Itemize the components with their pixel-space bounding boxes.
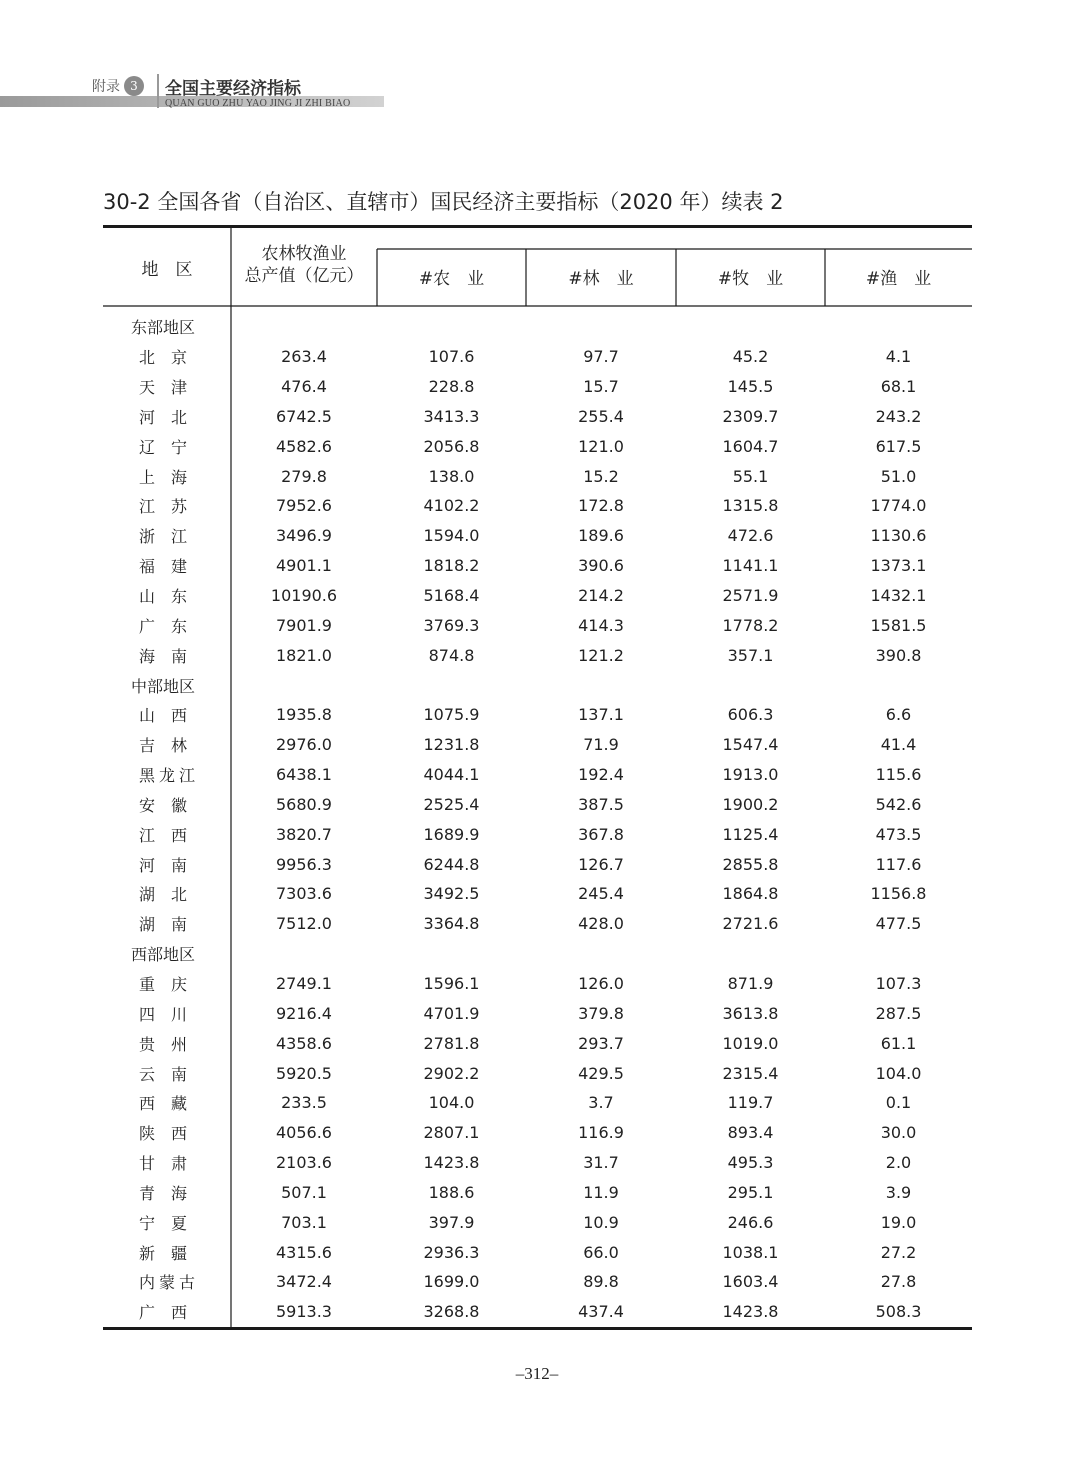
total-value: 3496.9 — [276, 526, 332, 546]
fishery-value: 117.6 — [875, 854, 922, 874]
region-name: 内蒙古 — [138, 1273, 199, 1293]
forestry-value: 390.6 — [578, 556, 624, 576]
col-header-region-text: 地 区 — [141, 260, 193, 280]
forestry-value: 89.8 — [583, 1272, 619, 1292]
total-value: 4358.6 — [276, 1033, 332, 1053]
region-name: 浙江 — [138, 527, 203, 547]
agriculture-value: 1689.9 — [423, 824, 480, 844]
fishery-value: 1774.0 — [870, 496, 927, 516]
region-name: 河南 — [138, 855, 203, 875]
col-header-total-line2: 总产值（亿元） — [244, 266, 364, 286]
region-name: 江西 — [138, 825, 203, 845]
table-row — [103, 551, 972, 581]
livestock-value: 119.7 — [727, 1093, 774, 1113]
livestock-value: 1423.8 — [722, 1302, 779, 1322]
forestry-value: 379.8 — [578, 1003, 624, 1023]
livestock-value: 1604.7 — [722, 436, 779, 456]
table-row — [103, 640, 972, 670]
agriculture-value: 1594.0 — [423, 526, 480, 546]
appendix-text: 附录 — [92, 79, 120, 95]
region-name: 海南 — [138, 646, 203, 666]
region-name: 湖南 — [138, 915, 203, 935]
fishery-value: 473.5 — [875, 824, 922, 844]
col-header-livestock: #牧 业 — [717, 268, 784, 289]
livestock-value: 472.6 — [727, 526, 774, 546]
agriculture-value: 3364.8 — [423, 914, 480, 934]
header-separator — [157, 74, 159, 108]
group-label: 中部地区 — [131, 676, 196, 696]
fishery-value: 27.8 — [880, 1272, 917, 1292]
col-header-total — [231, 225, 377, 305]
forestry-value: 387.5 — [578, 794, 624, 814]
table-row — [103, 1118, 972, 1148]
forestry-value: 414.3 — [578, 615, 624, 635]
total-value: 6742.5 — [276, 406, 332, 426]
total-value: 1935.8 — [276, 705, 332, 725]
fishery-value: 115.6 — [875, 765, 922, 785]
livestock-value: 2315.4 — [722, 1063, 779, 1083]
region-name: 吉林 — [138, 736, 203, 756]
fishery-value: 30.0 — [880, 1123, 917, 1143]
forestry-value: 71.9 — [583, 735, 619, 755]
table-row — [103, 1207, 972, 1237]
agriculture-value: 4102.2 — [423, 496, 480, 516]
region-name: 黑龙江 — [138, 766, 199, 786]
table-row — [103, 998, 972, 1028]
region-name: 山西 — [138, 706, 203, 726]
fishery-value: 19.0 — [880, 1212, 917, 1232]
fishery-value: 1373.1 — [870, 556, 927, 576]
table-row — [103, 342, 972, 372]
forestry-value: 15.7 — [583, 377, 619, 397]
agriculture-value: 3769.3 — [423, 615, 480, 635]
table-row — [103, 730, 972, 760]
forestry-value: 137.1 — [578, 705, 624, 725]
livestock-value: 1547.4 — [722, 735, 779, 755]
agriculture-value: 397.9 — [428, 1212, 475, 1232]
group-label: 东部地区 — [131, 318, 196, 338]
agriculture-value: 2902.2 — [423, 1063, 480, 1083]
forestry-value: 66.0 — [583, 1242, 619, 1262]
table-row — [103, 790, 972, 820]
agriculture-value: 2936.3 — [423, 1242, 480, 1262]
fishery-value: 3.9 — [885, 1182, 912, 1202]
total-value: 6438.1 — [276, 765, 332, 785]
region-name: 陕西 — [138, 1124, 203, 1144]
group-label: 西部地区 — [131, 945, 196, 965]
fishery-value: 41.4 — [880, 735, 917, 755]
forestry-value: 214.2 — [578, 586, 624, 606]
total-value: 5913.3 — [276, 1302, 332, 1322]
livestock-value: 55.1 — [732, 466, 769, 486]
fishery-value: 0.1 — [885, 1093, 912, 1113]
livestock-value: 2721.6 — [722, 914, 779, 934]
region-name: 福建 — [138, 557, 203, 577]
region-name: 江苏 — [138, 497, 203, 517]
agriculture-value: 104.0 — [428, 1093, 475, 1113]
total-value: 1821.0 — [276, 645, 332, 665]
data-table-wrapper — [103, 225, 972, 1327]
table-row — [103, 1058, 972, 1088]
region-name: 广西 — [138, 1303, 203, 1323]
fishery-value: 51.0 — [880, 466, 917, 486]
agriculture-value: 6244.8 — [423, 854, 480, 874]
forestry-value: 126.0 — [578, 973, 624, 993]
forestry-value: 192.4 — [578, 765, 624, 785]
running-title: 全国主要经济指标 — [165, 79, 301, 99]
agriculture-value: 228.8 — [428, 377, 475, 397]
agriculture-value: 1699.0 — [423, 1272, 480, 1292]
agriculture-value: 1075.9 — [423, 705, 480, 725]
fishery-value: 1432.1 — [870, 586, 927, 606]
forestry-value: 11.9 — [583, 1182, 619, 1202]
appendix-number: 3 — [124, 76, 144, 96]
table-row — [103, 1088, 972, 1118]
fishery-value: 4.1 — [885, 347, 912, 367]
region-name: 湖北 — [138, 885, 203, 905]
total-value: 263.4 — [281, 347, 327, 367]
table-row — [103, 909, 972, 939]
table-row — [103, 461, 972, 491]
livestock-value: 1778.2 — [722, 615, 779, 635]
table-row — [103, 819, 972, 849]
region-name: 天津 — [138, 378, 203, 398]
group-row — [103, 939, 972, 969]
livestock-value: 893.4 — [727, 1123, 774, 1143]
region-name: 辽宁 — [138, 437, 203, 457]
total-value: 7303.6 — [276, 884, 332, 904]
region-name: 甘肃 — [138, 1154, 203, 1174]
forestry-value: 116.9 — [578, 1123, 624, 1143]
agriculture-value: 1423.8 — [423, 1153, 480, 1173]
region-name: 西藏 — [138, 1094, 203, 1114]
fishery-value: 508.3 — [875, 1302, 922, 1322]
region-name: 四川 — [138, 1004, 203, 1024]
agriculture-value: 138.0 — [428, 466, 475, 486]
col-header-region — [103, 225, 231, 305]
appendix-label — [88, 74, 148, 98]
forestry-value: 245.4 — [578, 884, 624, 904]
livestock-value: 1125.4 — [722, 824, 779, 844]
livestock-value: 2309.7 — [722, 406, 779, 426]
region-name: 贵州 — [138, 1034, 203, 1054]
table-row — [103, 372, 972, 402]
fishery-value: 6.6 — [885, 705, 912, 725]
total-value: 4056.6 — [276, 1123, 332, 1143]
region-name: 广东 — [138, 616, 203, 636]
total-value: 7512.0 — [276, 914, 332, 934]
livestock-value: 1315.8 — [722, 496, 779, 516]
forestry-value: 172.8 — [578, 496, 624, 516]
table-row — [103, 491, 972, 521]
fishery-value: 477.5 — [875, 914, 922, 934]
agriculture-value: 2781.8 — [423, 1033, 480, 1053]
region-name: 山东 — [138, 587, 203, 607]
table-row — [103, 700, 972, 730]
livestock-value: 1864.8 — [722, 884, 779, 904]
table-row — [103, 879, 972, 909]
table-row — [103, 431, 972, 461]
total-value: 507.1 — [281, 1182, 327, 1202]
livestock-value: 145.5 — [727, 377, 774, 397]
agriculture-value: 2525.4 — [423, 794, 480, 814]
total-value: 3820.7 — [276, 824, 332, 844]
livestock-value: 1019.0 — [722, 1033, 779, 1053]
running-subtitle: QUAN GUO ZHU YAO JING JI ZHI BIAO — [165, 98, 351, 109]
region-name: 重庆 — [138, 974, 203, 994]
total-value: 233.5 — [281, 1093, 327, 1113]
col-header-total-line1: 农林牧渔业 — [261, 244, 347, 264]
total-value: 2976.0 — [276, 735, 332, 755]
region-name: 新疆 — [138, 1243, 203, 1263]
region-name: 北京 — [138, 348, 203, 368]
table-row — [103, 402, 972, 432]
agriculture-value: 2807.1 — [423, 1123, 480, 1143]
table-body — [103, 312, 972, 1327]
table-row — [103, 1177, 972, 1207]
data-table — [103, 225, 972, 1327]
livestock-value: 1900.2 — [722, 794, 779, 814]
forestry-value: 121.2 — [578, 645, 624, 665]
region-name: 安徽 — [138, 795, 203, 815]
total-value: 7901.9 — [276, 615, 332, 635]
fishery-value: 287.5 — [875, 1003, 922, 1023]
table-row — [103, 610, 972, 640]
group-row — [103, 312, 972, 342]
table-row — [103, 1267, 972, 1297]
livestock-value: 246.6 — [727, 1212, 774, 1232]
fishery-value: 1130.6 — [870, 526, 927, 546]
page-number: –312– — [515, 1364, 559, 1383]
fishery-value: 1156.8 — [870, 884, 927, 904]
forestry-value: 3.7 — [588, 1093, 614, 1113]
livestock-value: 606.3 — [727, 705, 774, 725]
forestry-value: 367.8 — [578, 824, 624, 844]
table-row — [103, 1148, 972, 1178]
agriculture-value: 1818.2 — [423, 556, 480, 576]
table-row — [103, 969, 972, 999]
forestry-value: 15.2 — [583, 466, 619, 486]
livestock-value: 45.2 — [732, 347, 769, 367]
table-row — [103, 581, 972, 611]
total-value: 703.1 — [281, 1212, 327, 1232]
forestry-value: 97.7 — [583, 347, 619, 367]
table-row — [103, 1028, 972, 1058]
total-value: 4582.6 — [276, 436, 332, 456]
total-value: 9216.4 — [276, 1003, 332, 1023]
region-name: 河北 — [138, 407, 203, 427]
livestock-value: 2571.9 — [722, 586, 779, 606]
fishery-value: 68.1 — [880, 377, 917, 397]
agriculture-value: 3268.8 — [423, 1302, 480, 1322]
table-row — [103, 849, 972, 879]
total-value: 2749.1 — [276, 973, 332, 993]
total-value: 279.8 — [281, 466, 327, 486]
fishery-value: 617.5 — [875, 436, 922, 456]
forestry-value: 255.4 — [578, 406, 624, 426]
group-row — [103, 670, 972, 700]
table-row — [103, 760, 972, 790]
livestock-value: 3613.8 — [722, 1003, 779, 1023]
forestry-value: 428.0 — [578, 914, 624, 934]
agriculture-value: 1596.1 — [423, 973, 480, 993]
fishery-value: 542.6 — [875, 794, 922, 814]
forestry-value: 121.0 — [578, 436, 624, 456]
region-name: 上海 — [138, 467, 203, 487]
table-title: 30-2 全国各省（自治区、直辖市）国民经济主要指标（2020 年）续表 2 — [103, 190, 784, 214]
agriculture-value: 3492.5 — [423, 884, 480, 904]
fishery-value: 104.0 — [875, 1063, 922, 1083]
forestry-value: 293.7 — [578, 1033, 624, 1053]
total-value: 2103.6 — [276, 1153, 332, 1173]
fishery-value: 27.2 — [880, 1242, 917, 1262]
agriculture-value: 5168.4 — [423, 586, 480, 606]
fishery-value: 243.2 — [875, 406, 922, 426]
livestock-value: 871.9 — [727, 973, 774, 993]
forestry-value: 437.4 — [578, 1302, 624, 1322]
forestry-value: 31.7 — [583, 1153, 619, 1173]
agriculture-value: 3413.3 — [423, 406, 480, 426]
col-header-fishery: #渔 业 — [865, 268, 932, 289]
fishery-value: 2.0 — [885, 1153, 912, 1173]
fishery-value: 107.3 — [875, 973, 922, 993]
region-name: 青海 — [138, 1183, 203, 1203]
agriculture-value: 4701.9 — [423, 1003, 480, 1023]
livestock-value: 1603.4 — [722, 1272, 779, 1292]
total-value: 476.4 — [281, 377, 327, 397]
region-name: 宁夏 — [138, 1213, 203, 1233]
header-row — [103, 225, 972, 305]
forestry-value: 126.7 — [578, 854, 624, 874]
fishery-value: 390.8 — [875, 645, 922, 665]
col-header-agriculture: #农 业 — [418, 268, 485, 289]
table-row — [103, 1237, 972, 1267]
total-value: 4901.1 — [276, 556, 332, 576]
col-header-forestry: #林 业 — [568, 268, 634, 289]
livestock-value: 295.1 — [727, 1182, 774, 1202]
livestock-value: 495.3 — [727, 1153, 774, 1173]
fishery-value: 61.1 — [880, 1033, 917, 1053]
total-value: 9956.3 — [276, 854, 332, 874]
forestry-value: 189.6 — [578, 526, 624, 546]
agriculture-value: 107.6 — [428, 347, 475, 367]
agriculture-value: 2056.8 — [423, 436, 480, 456]
agriculture-value: 1231.8 — [423, 735, 480, 755]
forestry-value: 429.5 — [578, 1063, 624, 1083]
forestry-value: 10.9 — [583, 1212, 619, 1232]
agriculture-value: 4044.1 — [423, 765, 480, 785]
region-name: 云南 — [138, 1064, 203, 1084]
livestock-value: 1038.1 — [722, 1242, 779, 1262]
total-value: 5920.5 — [276, 1063, 332, 1083]
agriculture-value: 874.8 — [428, 645, 475, 665]
total-value: 3472.4 — [276, 1272, 332, 1292]
total-value: 4315.6 — [276, 1242, 332, 1262]
table-row — [103, 521, 972, 551]
livestock-value: 357.1 — [727, 645, 774, 665]
fishery-value: 1581.5 — [870, 615, 927, 635]
livestock-value: 1141.1 — [722, 556, 779, 576]
table-row — [103, 1297, 972, 1327]
total-value: 7952.6 — [276, 496, 332, 516]
agriculture-value: 188.6 — [428, 1182, 475, 1202]
livestock-value: 1913.0 — [722, 765, 779, 785]
total-value: 5680.9 — [276, 794, 332, 814]
livestock-value: 2855.8 — [722, 854, 779, 874]
total-value: 10190.6 — [270, 586, 338, 606]
